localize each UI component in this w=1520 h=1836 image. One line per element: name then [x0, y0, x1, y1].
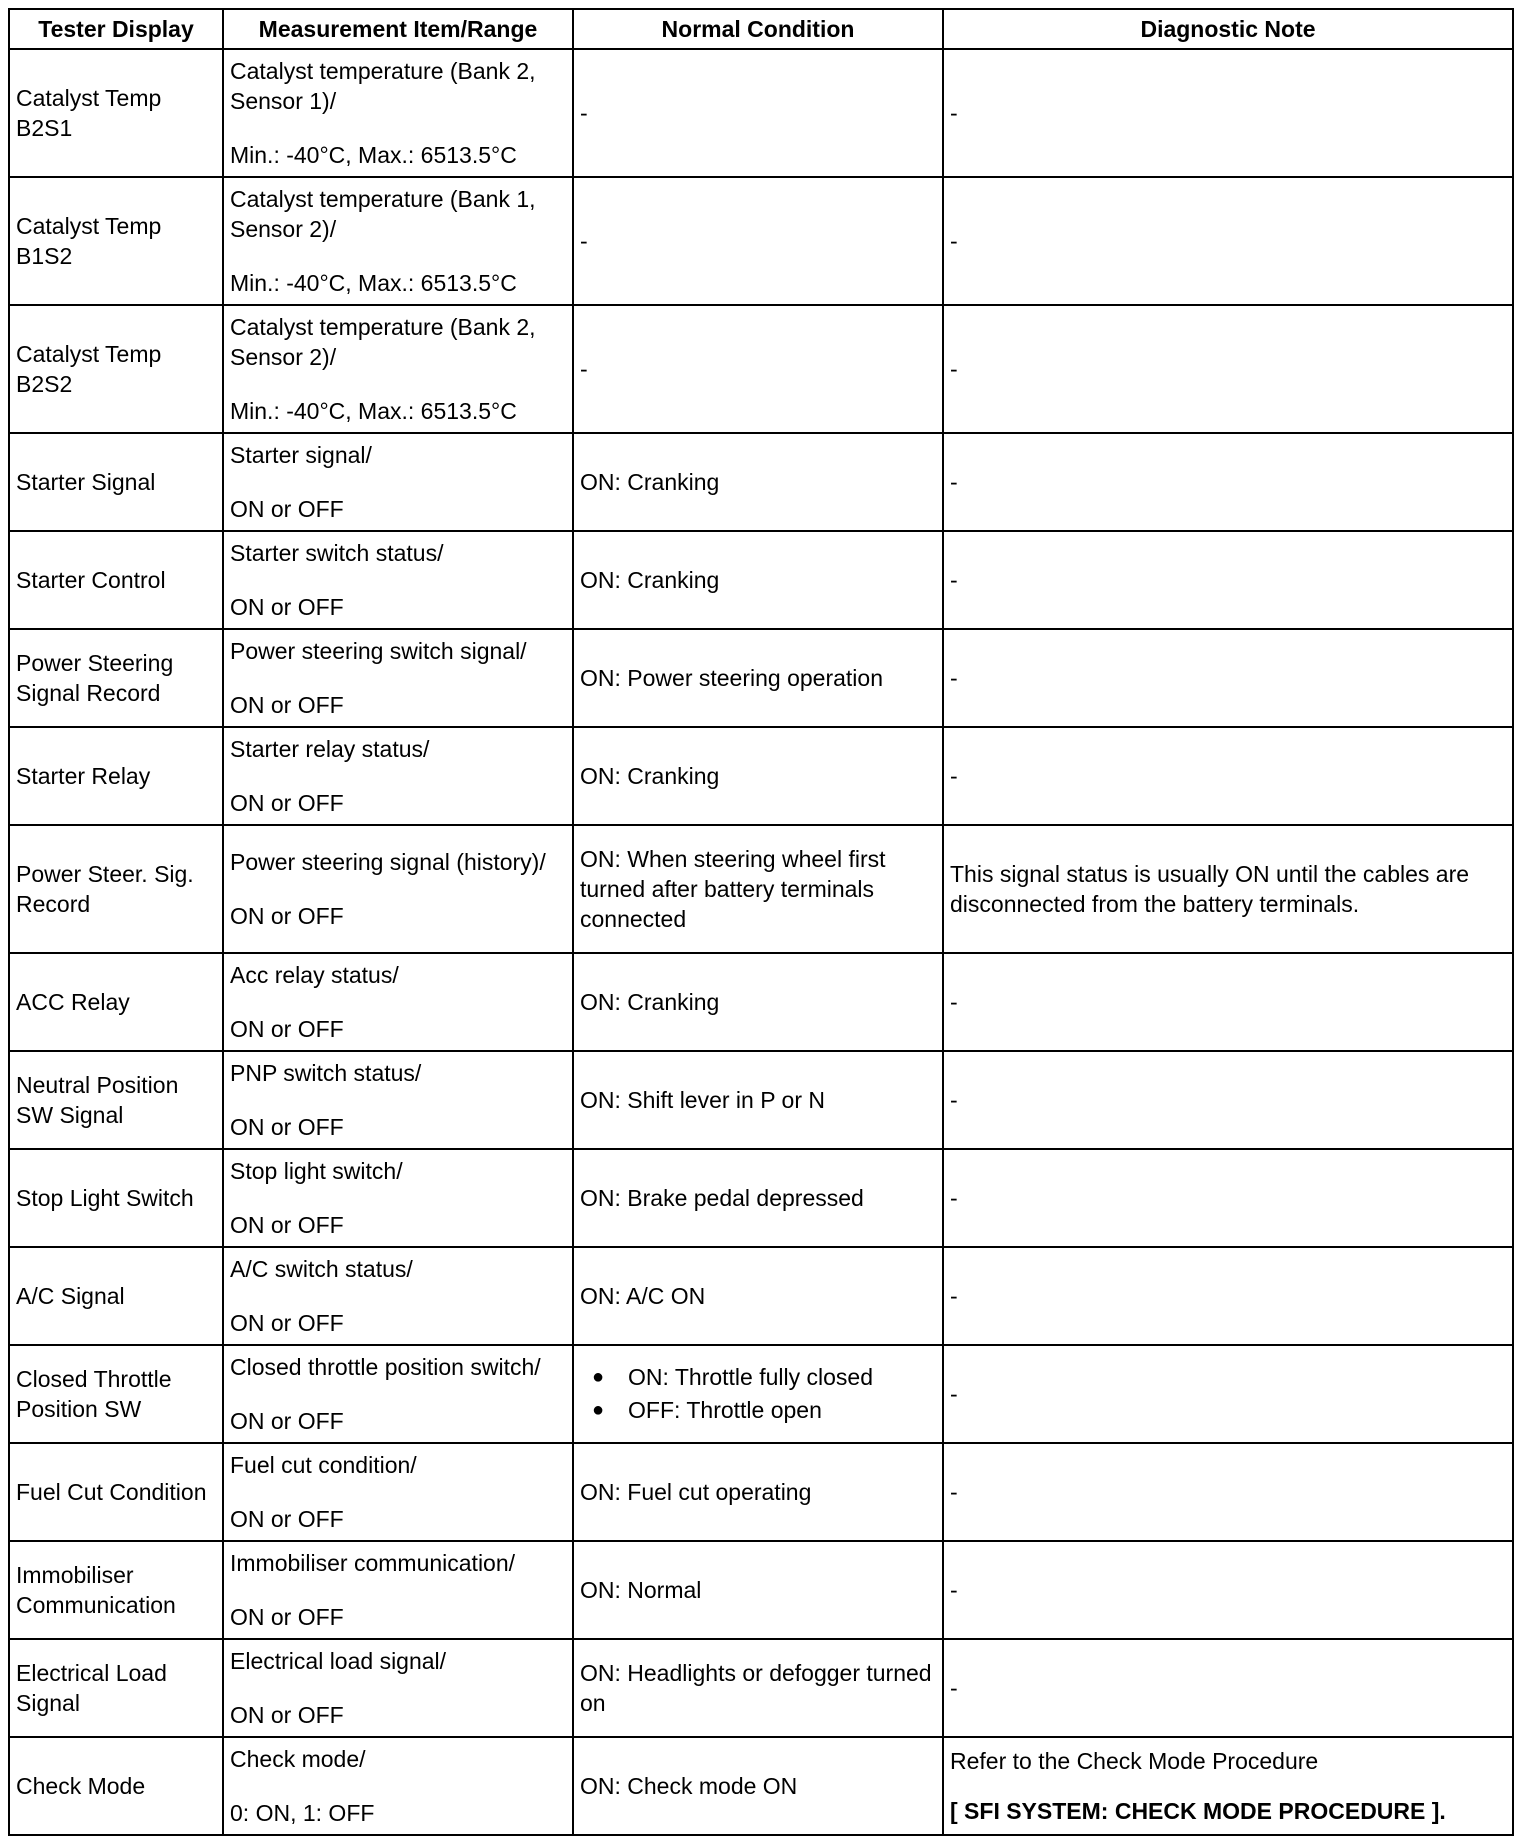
normal-condition-cell: ON: Brake pedal depressed	[573, 1149, 943, 1247]
measurement-item: Immobiliser communication/	[230, 1550, 516, 1576]
tester-display-cell: Starter Control	[9, 531, 223, 629]
table-row	[9, 1737, 1513, 1835]
tester-display-cell: Catalyst Temp B1S2	[9, 177, 223, 305]
measurement-cell	[223, 953, 573, 1051]
measurement-item: Power steering switch signal/	[230, 638, 527, 664]
diagnostic-note-cell: -	[943, 49, 1513, 177]
measurement-cell	[223, 1541, 573, 1639]
measurement-cell	[223, 49, 573, 177]
table-row	[9, 1443, 1513, 1541]
measurement-item: Power steering signal (history)/	[230, 849, 546, 875]
table-row	[9, 1149, 1513, 1247]
measurement-range: ON or OFF	[230, 594, 344, 620]
measurement-item: Catalyst temperature (Bank 2, Sensor 1)/	[230, 58, 536, 114]
diagnostic-note-cell: -	[943, 531, 1513, 629]
measurement-range: Min.: -40°C, Max.: 6513.5°C	[230, 142, 517, 168]
normal-condition-cell: ON: When steering wheel first turned after battery terminals connected	[573, 825, 943, 953]
normal-condition-cell: ON: Power steering operation	[573, 629, 943, 727]
table-row	[9, 1247, 1513, 1345]
measurement-cell	[223, 177, 573, 305]
tester-display-cell: Stop Light Switch	[9, 1149, 223, 1247]
normal-condition-cell: ON: A/C ON	[573, 1247, 943, 1345]
normal-condition-cell: ON: Cranking	[573, 727, 943, 825]
tester-display-cell: Electrical Load Signal	[9, 1639, 223, 1737]
measurement-item: Electrical load signal/	[230, 1648, 447, 1674]
diagnostic-note-cell: -	[943, 953, 1513, 1051]
diagnostic-note-cell: -	[943, 1541, 1513, 1639]
normal-condition-cell	[573, 1345, 943, 1443]
diagnostic-note-cell: -	[943, 1443, 1513, 1541]
measurement-cell	[223, 1639, 573, 1737]
measurement-item: Acc relay status/	[230, 962, 399, 988]
normal-condition-list	[580, 1361, 936, 1427]
tester-display-cell: Catalyst Temp B2S2	[9, 305, 223, 433]
measurement-cell	[223, 1345, 573, 1443]
measurement-range: Min.: -40°C, Max.: 6513.5°C	[230, 398, 517, 424]
diagnostic-note-cell: -	[943, 1051, 1513, 1149]
measurement-item: Catalyst temperature (Bank 1, Sensor 2)/	[230, 186, 536, 242]
measurement-item: Check mode/	[230, 1746, 366, 1772]
normal-condition-cell: ON: Shift lever in P or N	[573, 1051, 943, 1149]
table-row	[9, 629, 1513, 727]
diagnostic-note-cell: This signal status is usually ON until the cables are disconnected from the battery terminals.	[943, 825, 1513, 953]
measurement-range: ON or OFF	[230, 790, 344, 816]
measurement-cell	[223, 1247, 573, 1345]
normal-condition-cell: -	[573, 177, 943, 305]
procedure-reference-link[interactable]: [ SFI SYSTEM: CHECK MODE PROCEDURE ].	[950, 1798, 1446, 1824]
measurement-item: Stop light switch/	[230, 1158, 403, 1184]
tester-display-cell: Starter Relay	[9, 727, 223, 825]
measurement-cell	[223, 1737, 573, 1835]
measurement-range: ON or OFF	[230, 1604, 344, 1630]
measurement-item: Closed throttle position switch/	[230, 1354, 541, 1380]
tester-display-cell: Check Mode	[9, 1737, 223, 1835]
table-row	[9, 1345, 1513, 1443]
note-text: Refer to the Check Mode Procedure	[950, 1748, 1319, 1774]
measurement-range: ON or OFF	[230, 1114, 344, 1140]
measurement-cell	[223, 1149, 573, 1247]
measurement-cell	[223, 629, 573, 727]
measurement-item: Starter relay status/	[230, 736, 430, 762]
header-row	[9, 9, 1513, 49]
measurement-cell	[223, 433, 573, 531]
normal-condition-cell: ON: Cranking	[573, 953, 943, 1051]
column-header-tester-display: Tester Display	[9, 9, 223, 49]
measurement-item: A/C switch status/	[230, 1256, 413, 1282]
measurement-item: Catalyst temperature (Bank 2, Sensor 2)/	[230, 314, 536, 370]
column-header-diagnostic-note: Diagnostic Note	[943, 9, 1513, 49]
measurement-item: Starter switch status/	[230, 540, 444, 566]
table-row	[9, 177, 1513, 305]
table-row	[9, 953, 1513, 1051]
normal-condition-cell: ON: Cranking	[573, 433, 943, 531]
measurement-range: ON or OFF	[230, 692, 344, 718]
table-row	[9, 1051, 1513, 1149]
tester-display-cell: Power Steering Signal Record	[9, 629, 223, 727]
tester-display-cell: Starter Signal	[9, 433, 223, 531]
measurement-range: ON or OFF	[230, 1212, 344, 1238]
normal-condition-cell: -	[573, 49, 943, 177]
measurement-cell	[223, 531, 573, 629]
diagnostic-note-cell: -	[943, 1149, 1513, 1247]
list-item: ● OFF: Throttle open	[628, 1394, 936, 1427]
measurement-range: ON or OFF	[230, 1016, 344, 1042]
tester-display-cell: Immobiliser Communication	[9, 1541, 223, 1639]
measurement-range: ON or OFF	[230, 1702, 344, 1728]
column-header-measurement: Measurement Item/Range	[223, 9, 573, 49]
table-row	[9, 49, 1513, 177]
tester-display-cell: Catalyst Temp B2S1	[9, 49, 223, 177]
table-row	[9, 1541, 1513, 1639]
table-row	[9, 727, 1513, 825]
tester-display-cell: Power Steer. Sig. Record	[9, 825, 223, 953]
normal-condition-cell: ON: Fuel cut operating	[573, 1443, 943, 1541]
list-item: ● ON: Throttle fully closed	[628, 1361, 936, 1394]
table-row	[9, 433, 1513, 531]
table-row	[9, 825, 1513, 953]
tester-display-cell: ACC Relay	[9, 953, 223, 1051]
normal-condition-cell: ON: Normal	[573, 1541, 943, 1639]
measurement-range: ON or OFF	[230, 1408, 344, 1434]
tester-display-cell: A/C Signal	[9, 1247, 223, 1345]
measurement-range: ON or OFF	[230, 903, 344, 929]
measurement-range: Min.: -40°C, Max.: 6513.5°C	[230, 270, 517, 296]
diagnostic-note-cell: -	[943, 305, 1513, 433]
diagnostic-note-cell: -	[943, 433, 1513, 531]
diagnostic-note-cell: -	[943, 727, 1513, 825]
measurement-item: PNP switch status/	[230, 1060, 422, 1086]
tester-display-cell: Neutral Position SW Signal	[9, 1051, 223, 1149]
diagnostic-note-cell: -	[943, 177, 1513, 305]
data-list-table	[8, 8, 1514, 1836]
measurement-cell	[223, 305, 573, 433]
measurement-cell	[223, 1443, 573, 1541]
measurement-range: ON or OFF	[230, 496, 344, 522]
measurement-item: Starter signal/	[230, 442, 372, 468]
diagnostic-note-cell: -	[943, 1345, 1513, 1443]
column-header-normal-condition: Normal Condition	[573, 9, 943, 49]
table-row	[9, 305, 1513, 433]
measurement-range: ON or OFF	[230, 1310, 344, 1336]
diagnostic-note-cell: -	[943, 1639, 1513, 1737]
measurement-range: ON or OFF	[230, 1506, 344, 1532]
table-row	[9, 1639, 1513, 1737]
diagnostic-note-cell: -	[943, 1247, 1513, 1345]
measurement-cell	[223, 825, 573, 953]
normal-condition-cell: ON: Headlights or defogger turned on	[573, 1639, 943, 1737]
measurement-cell	[223, 1051, 573, 1149]
measurement-range: 0: ON, 1: OFF	[230, 1800, 375, 1826]
normal-condition-cell: ON: Check mode ON	[573, 1737, 943, 1835]
diagnostic-note-cell	[943, 1737, 1513, 1835]
measurement-item: Fuel cut condition/	[230, 1452, 417, 1478]
normal-condition-cell: -	[573, 305, 943, 433]
diagnostic-note-cell: -	[943, 629, 1513, 727]
table-row	[9, 531, 1513, 629]
tester-display-cell: Fuel Cut Condition	[9, 1443, 223, 1541]
measurement-cell	[223, 727, 573, 825]
tester-display-cell: Closed Throttle Position SW	[9, 1345, 223, 1443]
normal-condition-cell: ON: Cranking	[573, 531, 943, 629]
